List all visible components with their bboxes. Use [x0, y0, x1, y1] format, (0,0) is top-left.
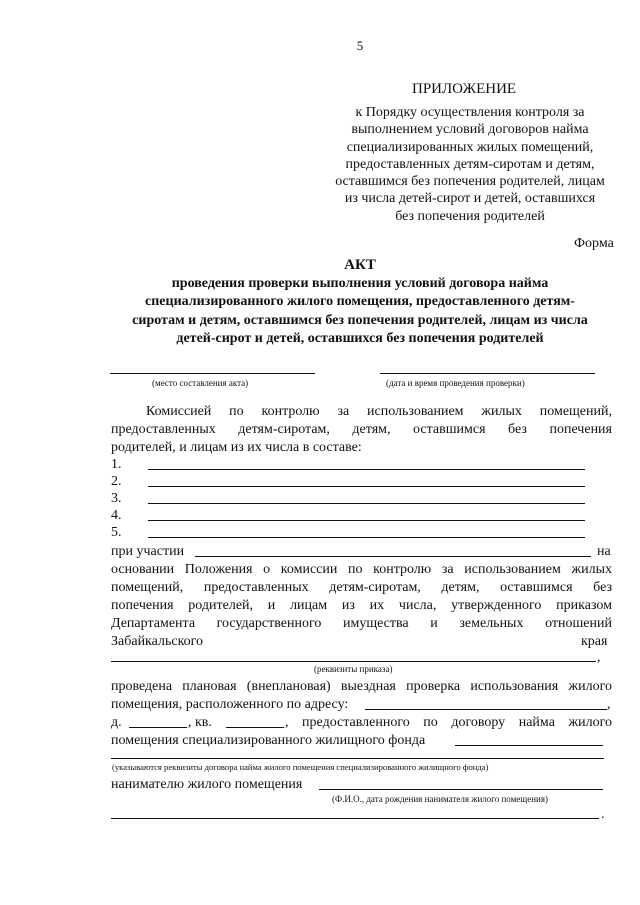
datetime-caption: (дата и время проведения проверки) [386, 378, 525, 388]
final-field-line[interactable] [111, 818, 599, 819]
apartment-label: , кв. [188, 715, 212, 730]
act-subtitle [0, 275, 640, 349]
member-number: 1. [111, 457, 122, 472]
act-subtitle-line: проведения проверки выполнения условий договора найма [171, 276, 549, 291]
act-subtitle-line: специализированного жилого помещения, предоставленного детям- [145, 294, 575, 310]
member-number: 5. [111, 525, 122, 540]
tenant-field-line[interactable] [319, 789, 603, 790]
place-field-line[interactable] [110, 373, 315, 374]
member-field-line[interactable] [148, 503, 585, 504]
participation-field-line[interactable] [195, 556, 591, 557]
place-caption: (место составления акта) [152, 378, 249, 388]
act-title: АКТ [344, 257, 376, 273]
contract-caption: (указываются реквизиты договора найма жилого помещения специализированного жилищного фонда) [112, 762, 489, 772]
p1-line1: Комиссией по контролю за использованием жилых помещений, [146, 404, 612, 419]
p3-line1: проведена плановая (внеплановая) выездная проверка использования жилого [111, 679, 612, 694]
address-comma: , [607, 697, 611, 712]
participation-label: при участии [111, 544, 185, 559]
address-field-line[interactable] [365, 709, 607, 710]
member-number: 2. [111, 474, 122, 489]
apartment-field-line[interactable] [226, 727, 284, 728]
member-field-line[interactable] [148, 537, 585, 538]
na-word: на [597, 544, 611, 559]
member-field-line[interactable] [148, 520, 585, 521]
act-subtitle-line: детей-сирот и детей, оставшихся без попечения родителей [176, 331, 544, 347]
contract-field-line[interactable] [455, 745, 603, 746]
contract-details-line[interactable] [111, 758, 604, 759]
p2-kraya: края [581, 634, 608, 649]
form-label: Форма [574, 236, 614, 251]
p3-line3-rest: , предоставленного по договору найма жилого [285, 715, 612, 730]
p2-zab: Забайкальского [111, 634, 204, 649]
final-period: . [601, 807, 605, 822]
tenant-label: нанимателю жилого помещения [111, 777, 303, 792]
p2-line2: помещений, предоставленных детям-сиротам, детям, оставшимся без [111, 580, 612, 595]
datetime-field-line[interactable] [380, 373, 595, 374]
member-field-line[interactable] [148, 469, 585, 470]
appendix-text [300, 104, 640, 225]
order-field-line[interactable] [111, 661, 596, 662]
appendix-line: без попечения родителей [395, 208, 545, 224]
p3-line2: помещения, расположенного по адресу: [111, 697, 349, 712]
appendix-heading: ПРИЛОЖЕНИЕ [412, 81, 517, 97]
p2-line3: попечения родителей, и лицам из их числа, утвержденного приказом [111, 598, 612, 613]
appendix-line: оставшимся без попечения родителей, лицам [335, 174, 605, 190]
order-caption: (реквизиты приказа) [314, 664, 393, 674]
member-number: 4. [111, 508, 122, 523]
tenant-caption: (Ф.И.О., дата рождения нанимателя жилого помещения) [332, 794, 548, 804]
appendix-line: выполнением условий договоров найма [351, 122, 589, 138]
p3-line4: помещения специализированного жилищного фонда [111, 733, 426, 748]
page-number: 5 [356, 38, 364, 53]
appendix-line: из числа детей-сирот и детей, оставшихся [344, 191, 596, 207]
appendix-line: к Порядку осуществления контроля за [355, 105, 585, 120]
p1-line2: предоставленных детям-сиротам, детям, оставшимся без попечения [111, 422, 612, 437]
p2-line4: Департамента государственного имущества и земельных отношений [111, 616, 612, 631]
appendix-line: специализированных жилых помещений, [346, 139, 594, 155]
act-subtitle-line: сиротам и детям, оставшимся без попечения родителей, лицам из числа [132, 312, 588, 328]
order-comma: , [597, 650, 601, 665]
p1-line3: родителей, и лицам из их числа в составе: [111, 440, 362, 455]
house-label: д. [111, 715, 122, 730]
p2-line1: основании Положения о комиссии по контролю за использованием жилых [111, 562, 612, 577]
appendix-line: предоставленных детям-сиротам и детям, [345, 156, 595, 172]
house-field-line[interactable] [129, 727, 187, 728]
member-number: 3. [111, 491, 122, 506]
member-field-line[interactable] [148, 486, 585, 487]
